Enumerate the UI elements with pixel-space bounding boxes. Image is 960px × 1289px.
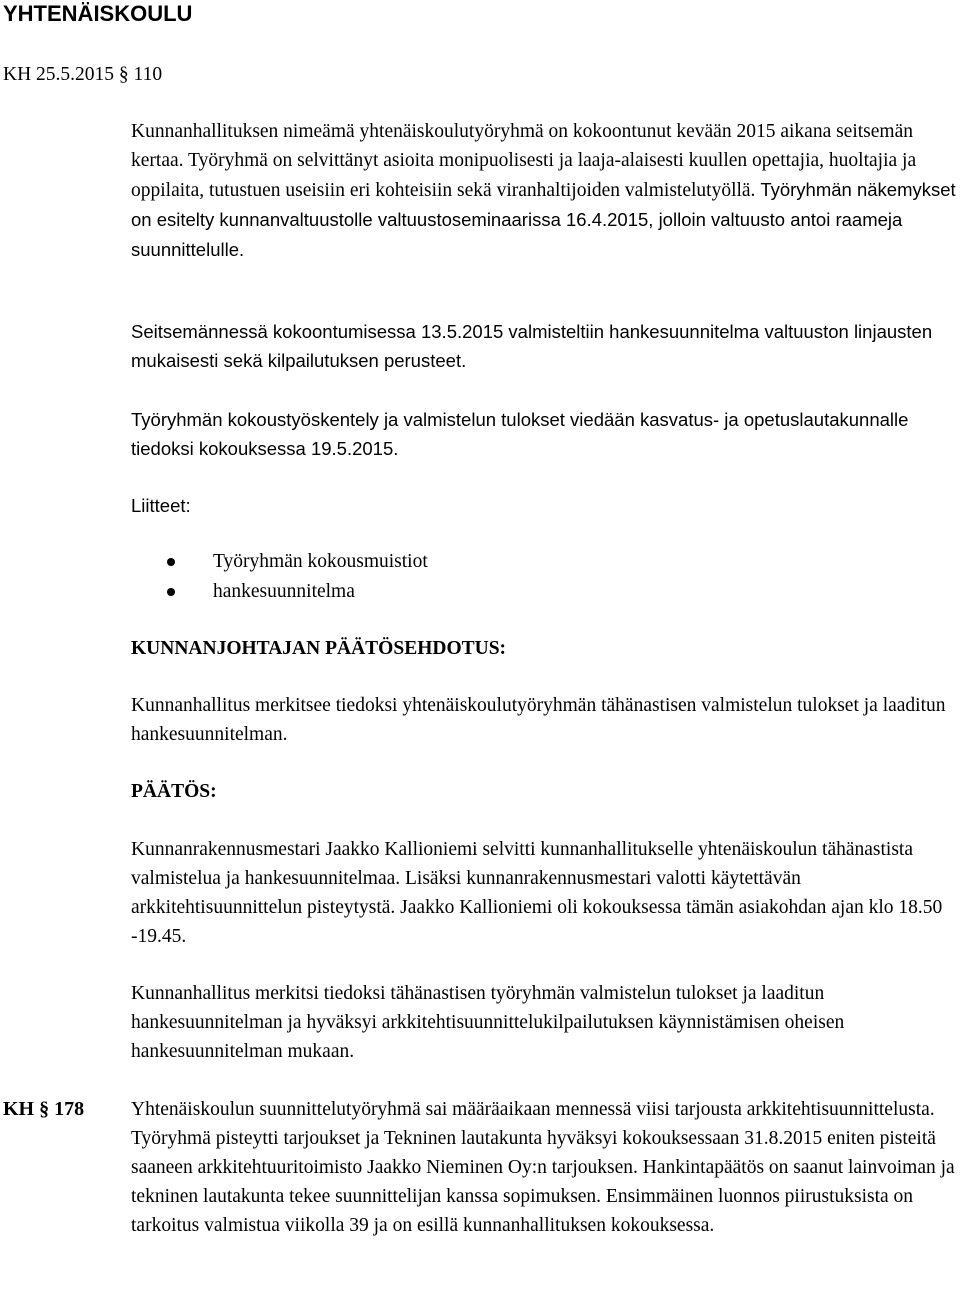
decision-heading: PÄÄTÖS:	[131, 781, 217, 802]
attachments-list	[131, 547, 428, 607]
intro-text-part1: Kunnanhallituksen nimeämä yhtenäiskoulutyöryhmä on kokoontunut kevään 2015 aikana seitsemän kertaa. Työryhmä on selvittänyt asioita monipuolisesti ja laaja-alaisesti kuullen opettajia, huoltajia ja oppilaita, tutustuen useisiin eri kohteisiin sekä viranhaltijoiden valmistelutyöllä.	[131, 121, 917, 201]
list-item	[131, 547, 428, 577]
seventh-meeting-paragraph: Seitsemännessä kokoontumisessa 13.5.2015 valmisteltiin hankesuunnitelma valtuuston linjausten mukaisesti sekä kilpailutuksen perusteet.	[131, 321, 933, 371]
work-results-paragraph: Työryhmän kokoustyöskentely ja valmistelun tulokset viedään kasvatus- ja opetuslautakunnalle tiedoksi kokouksessa 19.5.2015.	[131, 409, 909, 459]
kh-section-label: KH § 178	[3, 1098, 85, 1120]
intro-text-part2: Työryhmän näkemykset on esitelty kunnanvaltuustolle valtuustoseminaarissa 16.4.2015, jolloin valtuusto antoi raameja suunnittelulle.	[131, 179, 956, 260]
page-title: YHTENÄISKOULU	[3, 1, 193, 26]
attachment-item-label: hankesuunnitelma	[213, 581, 355, 602]
proposal-heading: KUNNANJOHTAJAN PÄÄTÖSEHDOTUS:	[131, 638, 507, 659]
kh-section-paragraph: Yhtenäiskoulun suunnittelutyöryhmä sai määräaikaan mennessä viisi tarjousta arkkitehtisuunnittelusta. Työryhmä pisteytti tarjoukset ja Tekninen lautakunta hyväksyi kokouksessaan 31.8.2015 eniten pisteitä saaneen arkkitehtuuritoimisto Jaakko Nieminen Oy:n tarjouksen. Hankintapäätös on saanut lainvoiman ja tekninen lautakunta tekee suunnittelijan kanssa sopimuksen. Ensimmäinen luonnos piirustuksista on tarkoitus valmistua viikolla 39 ja on esillä kunnanhallituksen kokouksessa.	[131, 1099, 955, 1236]
proposal-paragraph: Kunnanhallitus merkitsee tiedoksi yhtenäiskoulutyöryhmän tähänastisen valmistelun tulokset ja laaditun hankesuunnitelman.	[131, 695, 946, 745]
decision-paragraph-1: Kunnanrakennusmestari Jaakko Kallioniemi selvitti kunnanhallitukselle yhtenäiskoulun tähänastista valmistelua ja hankesuunnitelmaa. Lisäksi kunnanrakennusmestari valotti käytettävän arkkitehtisuunnittelun pisteytystä. Jaakko Kallioniemi oli kokouksessa tämän asiakohdan ajan klo 18.50 -19.45.	[131, 839, 943, 947]
bullet-icon	[167, 588, 175, 596]
intro-paragraph	[131, 117, 957, 265]
decision-paragraph-2: Kunnanhallitus merkitsi tiedoksi tähänastisen työryhmän valmistelun tulokset ja laaditun hankesuunnitelman ja hyväksyi arkkitehtisuunnittelukilpailutuksen käynnistämisen oheisen hankesuunnitelman mukaan.	[131, 983, 845, 1062]
meeting-reference: KH 25.5.2015 § 110	[3, 64, 163, 85]
list-item	[131, 577, 428, 607]
attachments-label: Liitteet:	[131, 495, 191, 516]
bullet-icon	[167, 558, 175, 566]
attachment-item-label: Työryhmän kokousmuistiot	[213, 551, 428, 572]
